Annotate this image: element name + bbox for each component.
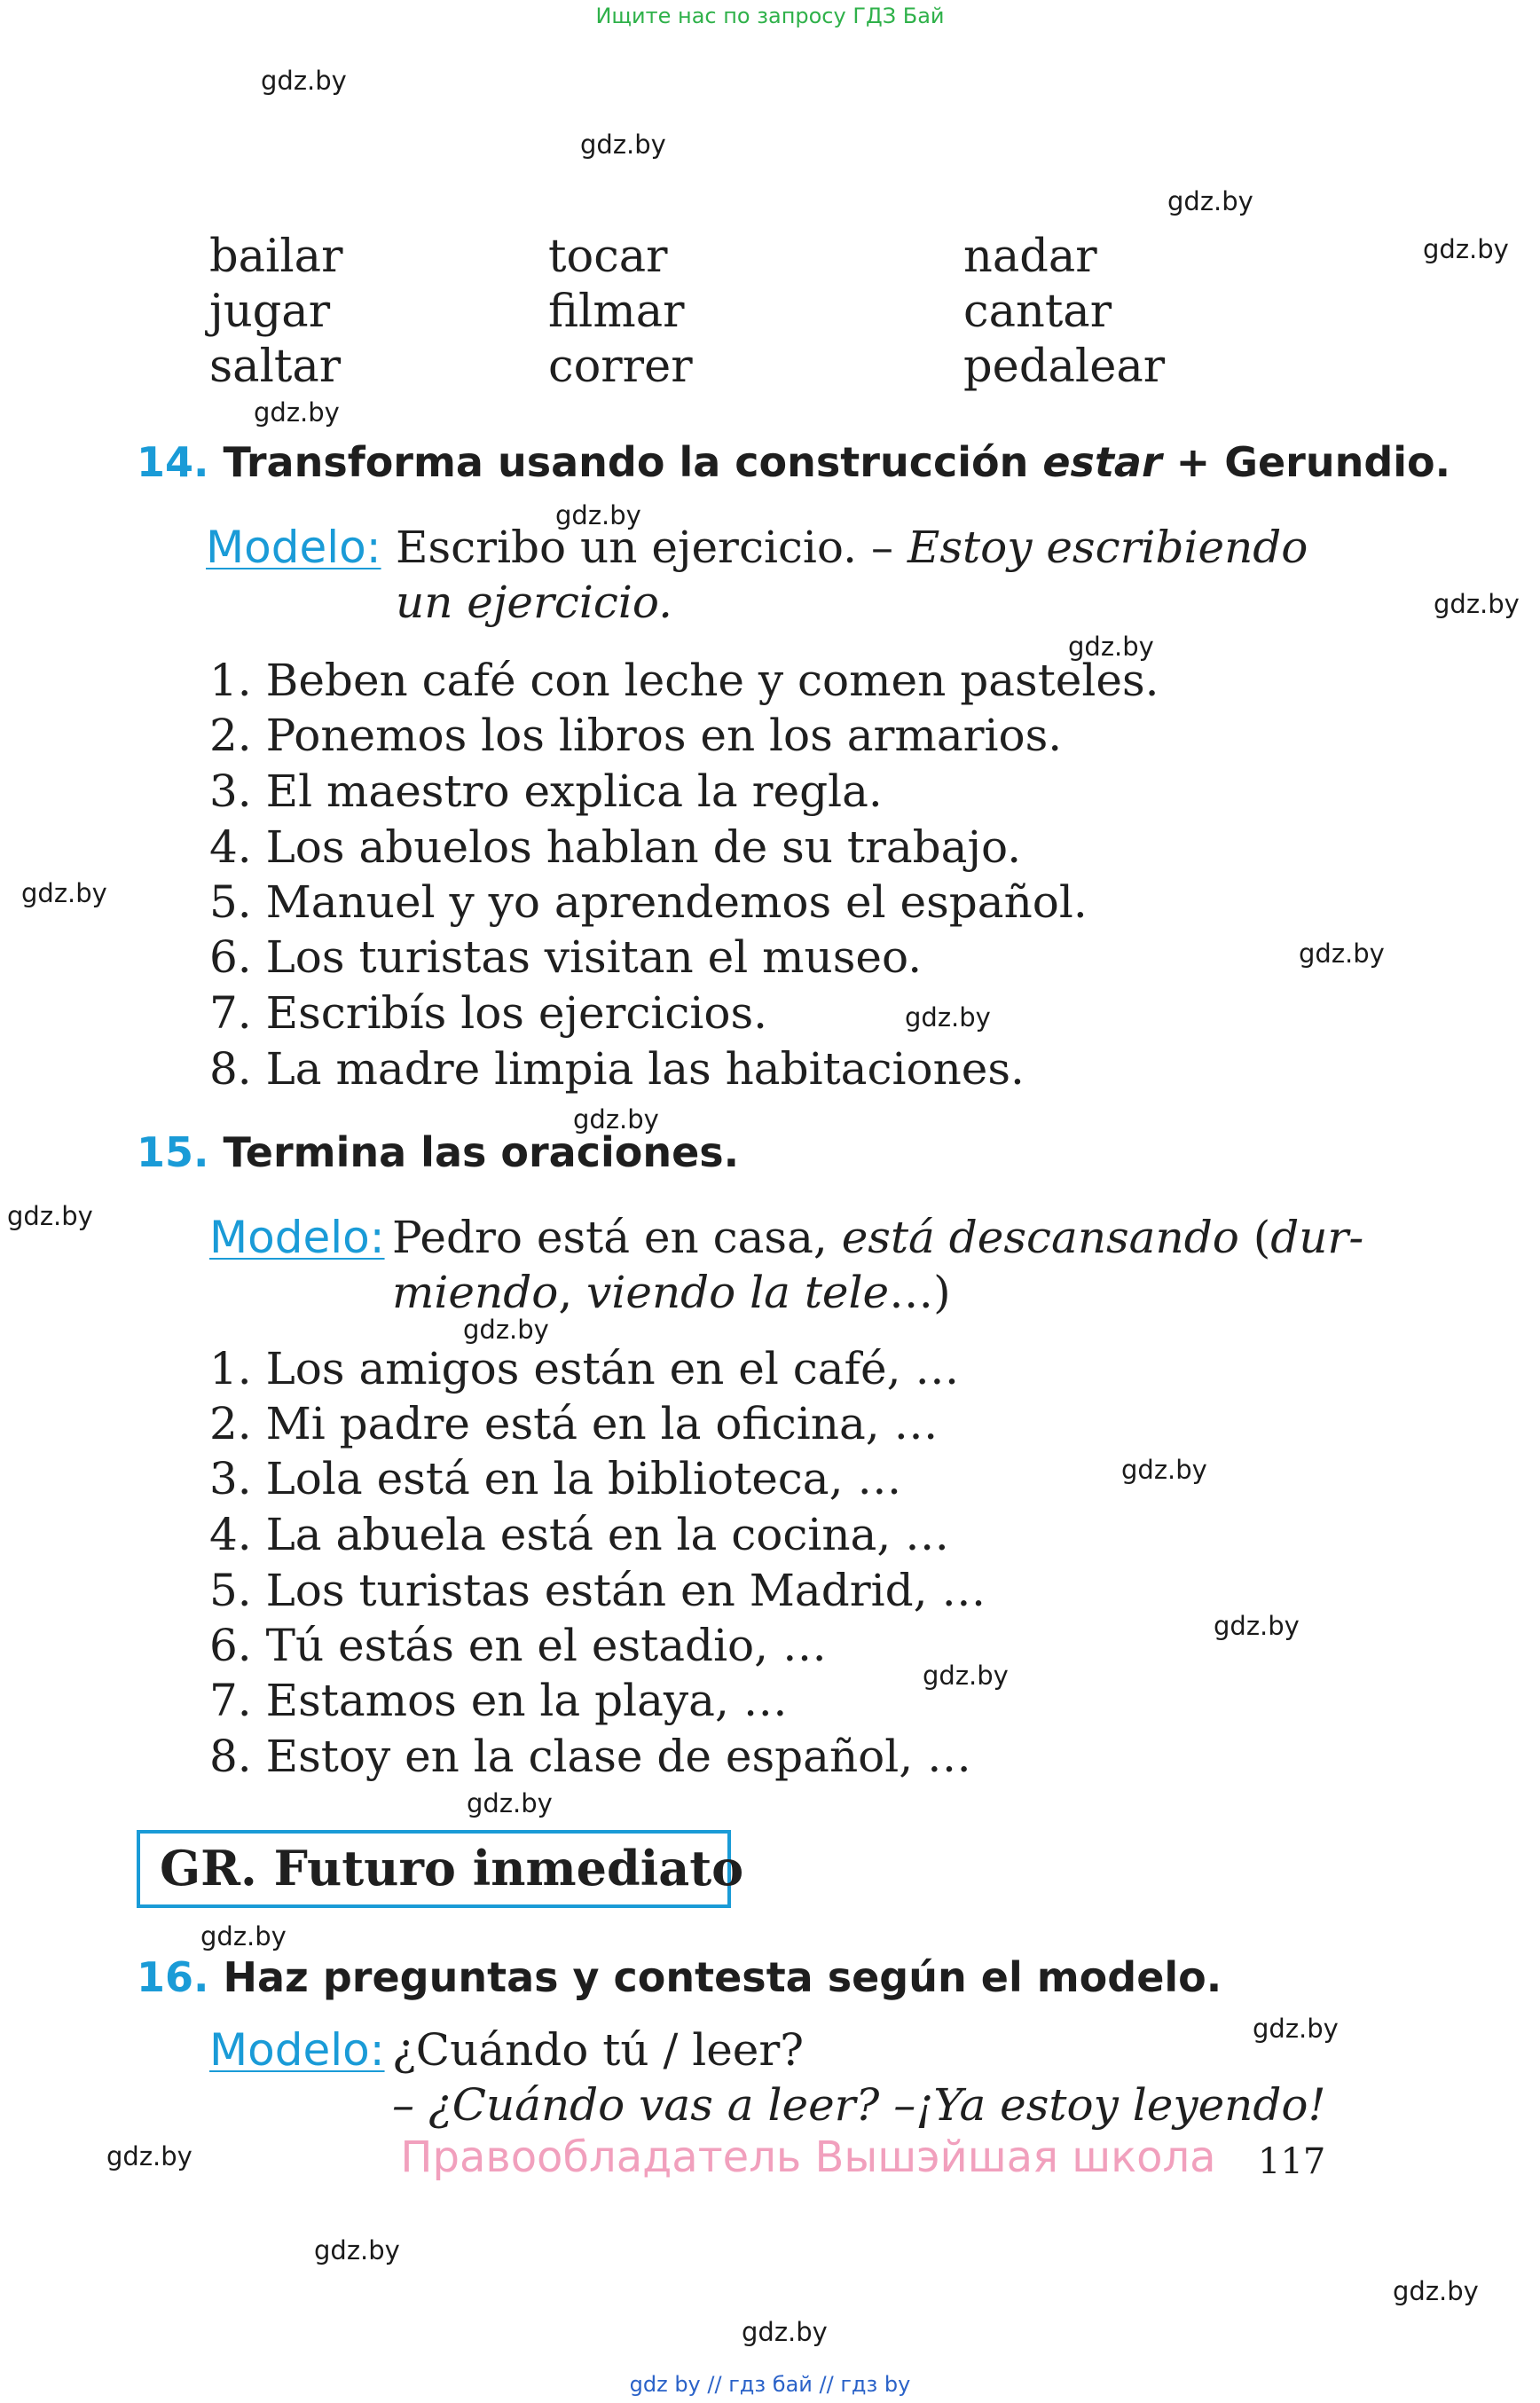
- modelo-label: Modelo:: [209, 2024, 385, 2076]
- watermark: gdz.by: [21, 878, 107, 908]
- verb: filmar: [548, 286, 685, 338]
- model-answer: – ¿Cuándo vas a leer? –¡Ya estoy leyendo!: [392, 2079, 1326, 2131]
- list-item: 5. Manuel y yo aprendemos el español.: [209, 876, 1088, 928]
- list-item: 3. Lola está en la biblioteca, …: [209, 1453, 902, 1504]
- exercise-number: 16.: [137, 1953, 209, 2001]
- verb: bailar: [209, 231, 343, 283]
- model-text: …): [889, 1267, 951, 1318]
- watermark: gdz.by: [1068, 632, 1154, 662]
- modelo-label: Modelo:: [206, 522, 381, 573]
- watermark: gdz.by: [1423, 234, 1509, 264]
- watermark: gdz.by: [1393, 2276, 1479, 2306]
- model-text: (: [1238, 1212, 1271, 1263]
- model-answer: Estoy escribiendo: [907, 522, 1308, 573]
- list-item: 8. La madre limpia las habitaciones.: [209, 1043, 1025, 1095]
- list-item: 1. Los amigos están en el café, …: [209, 1343, 960, 1394]
- watermark: gdz.by: [1299, 938, 1385, 969]
- list-item: 7. Escribís los ejercicios.: [209, 987, 768, 1039]
- exercise-number: 15.: [137, 1128, 209, 1176]
- watermark: gdz.by: [106, 2141, 192, 2171]
- exercise-title-text: Transforma usando la construcción: [223, 438, 1043, 486]
- watermark: gdz.by: [200, 1921, 287, 1951]
- verb: pedalear: [963, 341, 1166, 393]
- watermark: gdz.by: [261, 66, 347, 96]
- model-answer: viendo la tele: [586, 1267, 890, 1318]
- exercise-title-text: Haz preguntas y contesta según el modelo.: [223, 1953, 1222, 2001]
- list-item: 6. Los turistas visitan el museo.: [209, 931, 923, 983]
- watermark: gdz.by: [905, 1002, 991, 1033]
- watermark: gdz.by: [1214, 1611, 1300, 1641]
- copyright-notice: Правообладатель Вышэйшая школа: [400, 2132, 1216, 2182]
- model-answer: un ejercicio.: [396, 577, 672, 628]
- model-sentence: [396, 522, 1308, 573]
- exercise-15-title: [137, 1128, 739, 1176]
- exercise-title-text: + Gerundio.: [1161, 438, 1451, 486]
- watermark: gdz.by: [1167, 186, 1253, 216]
- watermark: gdz.by: [463, 1315, 549, 1345]
- watermark: gdz.by: [573, 1104, 659, 1135]
- list-item: 4. La abuela está en la cocina, …: [209, 1509, 950, 1560]
- model-text: ,: [558, 1267, 587, 1318]
- model-answer: dur-: [1270, 1212, 1364, 1263]
- watermark: gdz.by: [742, 2317, 828, 2347]
- model-sentence: ¿Cuándo tú / leer?: [392, 2024, 805, 2076]
- verb: tocar: [548, 231, 668, 283]
- watermark: gdz.by: [1253, 2014, 1339, 2044]
- watermark: gdz.by: [555, 500, 641, 530]
- exercise-14-title: [137, 438, 1450, 486]
- watermark: gdz.by: [1121, 1455, 1207, 1485]
- watermark: gdz.by: [580, 130, 666, 160]
- model-sentence: [392, 1212, 1363, 1263]
- exercise-title-text: Termina las oraciones.: [223, 1128, 740, 1176]
- verb: saltar: [209, 341, 342, 393]
- list-item: 1. Beben café con leche y comen pasteles.: [209, 655, 1159, 706]
- watermark: gdz.by: [7, 1201, 93, 1231]
- list-item: 6. Tú estás en el estadio, …: [209, 1620, 827, 1671]
- model-text: Escribo un ejercicio. –: [396, 522, 908, 573]
- page-number: 117: [1258, 2141, 1326, 2182]
- modelo-label: Modelo:: [209, 1212, 385, 1263]
- list-item: 5. Los turistas están en Madrid, …: [209, 1565, 986, 1616]
- model-answer: miendo: [392, 1267, 559, 1318]
- exercise-16-title: [137, 1953, 1222, 2001]
- watermark: gdz.by: [314, 2235, 400, 2266]
- top-banner: Ищите нас по запросу ГДЗ Бай: [595, 4, 945, 28]
- model-text: Pedro está en casa,: [392, 1212, 842, 1263]
- verb: correr: [548, 341, 693, 393]
- watermark: gdz.by: [923, 1661, 1009, 1691]
- list-item: 3. El maestro explica la regla.: [209, 766, 883, 817]
- exercise-number: 14.: [137, 438, 209, 486]
- exercise-title-emphasis: estar: [1042, 438, 1162, 486]
- list-item: 8. Estoy en la clase de español, …: [209, 1731, 972, 1782]
- watermark: gdz.by: [1434, 589, 1520, 619]
- verb: nadar: [963, 231, 1097, 283]
- verb: cantar: [963, 286, 1112, 338]
- watermark: gdz.by: [254, 397, 340, 428]
- list-item: 4. Los abuelos hablan de su trabajo.: [209, 821, 1022, 873]
- model-sentence-continued: [392, 1267, 951, 1318]
- model-answer: está descansando: [841, 1212, 1239, 1263]
- verb: jugar: [209, 286, 331, 338]
- grammar-box-title: GR. Futuro inmediato: [160, 1840, 744, 1896]
- watermark: gdz.by: [467, 1788, 553, 1818]
- list-item: 2. Mi padre está en la oficina, …: [209, 1398, 939, 1449]
- list-item: 2. Ponemos los libros en los armarios.: [209, 710, 1063, 761]
- list-item: 7. Estamos en la playa, …: [209, 1675, 788, 1726]
- bottom-banner: gdz by // гдз бай // гдз by: [629, 2372, 911, 2397]
